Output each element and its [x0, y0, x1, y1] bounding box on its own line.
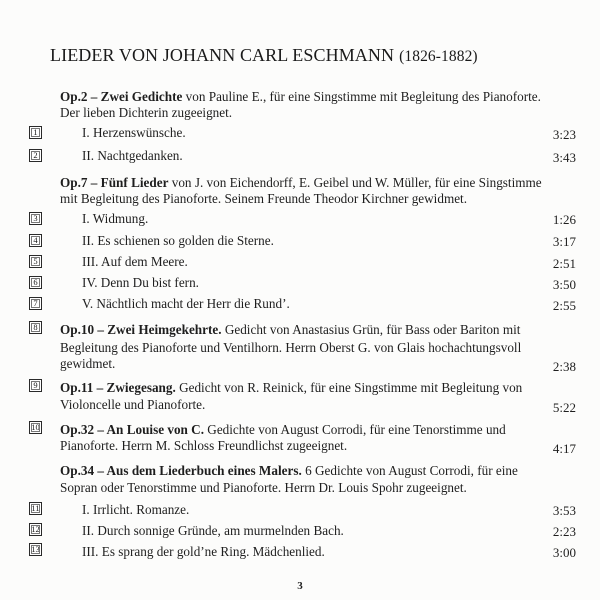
- work-op7-line-1: [60, 175, 542, 191]
- page-number: 3: [297, 580, 303, 592]
- opus-title: Op.34 – Aus dem Liederbuch eines Malers.: [60, 463, 302, 478]
- work-op32-line-1: [60, 422, 506, 438]
- work-op32-line-2: Pianoforte. Herrn M. Schloss Freundlichst zugeeignet.: [60, 438, 348, 453]
- work-description: Gedichte von August Corrodi, für eine Tenorstimme und: [207, 422, 506, 437]
- track-duration: 2:51: [552, 256, 576, 271]
- track-number-badge: 13: [29, 543, 42, 556]
- track-number-badge: 10: [29, 421, 42, 434]
- track-duration: 1:26: [552, 212, 576, 227]
- track-title: IV. Denn Du bist fern.: [82, 275, 199, 290]
- track-duration: 2:55: [552, 298, 576, 313]
- track-duration: 3:43: [552, 150, 576, 165]
- work-op34-line-1: [60, 463, 518, 479]
- track-title: II. Es schienen so golden die Sterne.: [82, 233, 274, 248]
- work-description: Gedicht von R. Reinick, für eine Singstimme mit Begleitung von: [179, 380, 523, 395]
- work-op2-line-1: [60, 89, 541, 105]
- track-title: V. Nächtlich macht der Herr die Rund’.: [82, 296, 290, 311]
- track-duration: 5:22: [552, 400, 576, 415]
- work-op10-line-2: Begleitung des Pianoforte und Ventilhorn. Herrn Oberst G. von Glais hochachtungsvoll: [60, 340, 522, 355]
- work-description: Gedicht von Anastasius Grün, für Bass oder Bariton mit: [224, 322, 521, 337]
- work-op34-line-2: Sopran oder Tenorstimme und Pianoforte. Herrn Dr. Louis Spohr zugeeignet.: [60, 480, 467, 495]
- track-title: II. Nachtgedanken.: [82, 148, 183, 163]
- work-op7-line-2: mit Begleitung des Pianoforte. Seinem Freunde Theodor Kirchner gewidmet.: [60, 191, 468, 206]
- track-duration: 2:23: [552, 524, 576, 539]
- work-description: 6 Gedichte von August Corrodi, für eine: [305, 463, 518, 478]
- track-title: III. Es sprang der gold’ne Ring. Mädchenlied.: [82, 544, 325, 559]
- track-title: II. Durch sonnige Gründe, am murmelnden Bach.: [82, 523, 344, 538]
- track-number-badge: 5: [29, 255, 42, 268]
- track-duration: 2:38: [552, 359, 576, 374]
- track-duration: 3:17: [552, 234, 576, 249]
- track-title: I. Widmung.: [82, 211, 149, 226]
- opus-title: Op.32 – An Louise von C.: [60, 422, 204, 437]
- track-title: III. Auf dem Meere.: [82, 254, 188, 269]
- work-description: von J. von Eichendorff, E. Geibel und W. Müller, für eine Singstimme: [171, 175, 542, 190]
- track-duration: 3:50: [552, 277, 576, 292]
- track-number-badge: 11: [29, 502, 42, 515]
- track-duration: 3:00: [552, 545, 576, 560]
- title-years: (1826-1882): [399, 48, 478, 65]
- track-number-badge: 8: [29, 321, 42, 334]
- work-op11-line-1: [60, 380, 522, 396]
- track-number-badge: 1: [29, 126, 42, 139]
- opus-title: Op.11 – Zwiegesang.: [60, 380, 176, 395]
- work-op2-line-2: Der lieben Dichterin zugeeignet.: [60, 105, 233, 120]
- opus-title: Op.10 – Zwei Heimgekehrte.: [60, 322, 222, 337]
- track-number-badge: 3: [29, 212, 42, 225]
- track-number-badge: 2: [29, 149, 42, 162]
- work-op10-line-1: [60, 322, 520, 338]
- work-description: von Pauline E., für eine Singstimme mit Begleitung des Pianoforte.: [185, 89, 541, 104]
- work-op11-line-2: Violoncelle und Pianoforte.: [60, 397, 206, 412]
- track-number-badge: 12: [29, 523, 42, 536]
- track-title: I. Irrlicht. Romanze.: [82, 502, 190, 517]
- track-duration: 3:53: [552, 503, 576, 518]
- track-number-badge: 9: [29, 379, 42, 392]
- track-number-badge: 4: [29, 234, 42, 247]
- track-title: I. Herzenswünsche.: [82, 125, 186, 140]
- work-op10-line-3: gewidmet.: [60, 356, 116, 371]
- track-number-badge: 6: [29, 276, 42, 289]
- title-main: LIEDER VON JOHANN CARL ESCHMANN: [50, 45, 395, 65]
- track-duration: 4:17: [552, 441, 576, 456]
- track-number-badge: 7: [29, 297, 42, 310]
- opus-title: Op.2 – Zwei Gedichte: [60, 89, 183, 104]
- page-title: [50, 44, 478, 66]
- opus-title: Op.7 – Fünf Lieder: [60, 175, 169, 190]
- track-duration: 3:23: [552, 127, 576, 142]
